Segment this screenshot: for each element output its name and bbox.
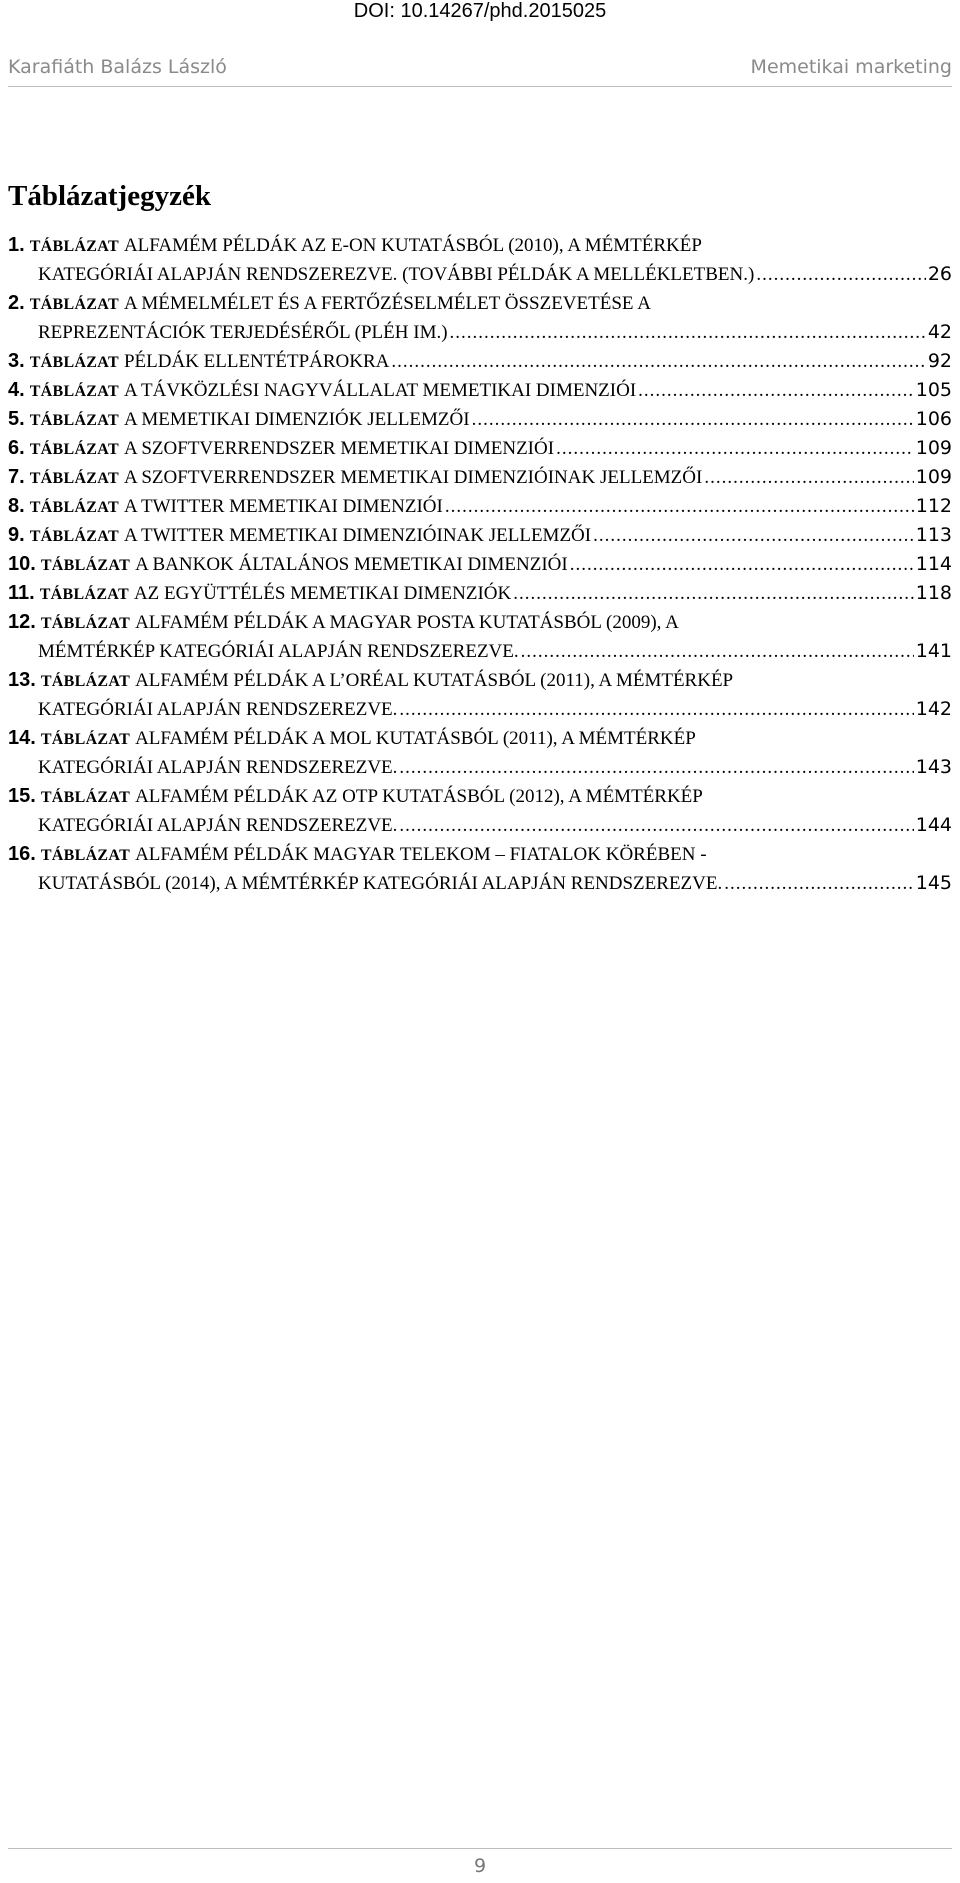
- toc-entry-line: [8, 611, 952, 640]
- dot-leader: [399, 815, 913, 837]
- toc-entry-line: [8, 466, 952, 495]
- toc-entry-line: [8, 814, 952, 843]
- toc-entry[interactable]: [8, 437, 952, 466]
- entry-number: 8.: [8, 495, 25, 517]
- entry-text: ALFAMÉM PÉLDÁK A MAGYAR POSTA KUTATÁSBÓL (2009), A: [135, 612, 679, 633]
- entry-text: A TÁVKÖZLÉSI NAGYVÁLLALAT MEMETIKAI DIMENZIÓI: [123, 380, 637, 401]
- entry-text: A MEMETIKAI DIMENZIÓK JELLEMZŐI: [123, 409, 470, 430]
- toc-entry[interactable]: [8, 582, 952, 611]
- toc-entry[interactable]: [8, 495, 952, 524]
- doi-text: DOI: 10.14267/phd.2015025: [353, 0, 607, 22]
- header-author: Karafiáth Balázs László: [8, 56, 227, 78]
- entry-text: PÉLDÁK ELLENTÉTPÁROKRA: [123, 351, 390, 372]
- dot-leader: [556, 438, 914, 460]
- dot-leader: [513, 583, 913, 605]
- entry-text: A TWITTER MEMETIKAI DIMENZIÓINAK JELLEMZŐI: [123, 525, 592, 546]
- entry-label: TÁBLÁZAT: [29, 528, 119, 545]
- entry-text: ALFAMÉM PÉLDÁK AZ E-ON KUTATÁSBÓL (2010), A MÉMTÉRKÉP: [123, 235, 702, 256]
- dot-leader: [570, 554, 914, 576]
- toc-entry[interactable]: [8, 292, 952, 350]
- entry-number: 15.: [8, 785, 36, 807]
- entry-text: AZ EGYÜTTÉLÉS MEMETIKAI DIMENZIÓK: [133, 583, 512, 604]
- toc-entry[interactable]: [8, 611, 952, 669]
- entry-label: TÁBLÁZAT: [29, 470, 119, 487]
- dot-leader: [521, 641, 914, 663]
- dot-leader: [399, 757, 913, 779]
- entry-page: 144: [915, 814, 952, 836]
- toc-entry-line: [8, 408, 952, 437]
- toc-entry-line: [8, 379, 952, 408]
- entry-page: 92: [927, 350, 952, 372]
- toc-entry[interactable]: [8, 350, 952, 379]
- footer-divider: [8, 1848, 952, 1849]
- entry-page: 118: [915, 582, 952, 604]
- entry-text: ALFAMÉM PÉLDÁK A MOL KUTATÁSBÓL (2011), A MÉMTÉRKÉP: [135, 728, 696, 749]
- entry-page: 105: [915, 379, 952, 401]
- toc-entry-line: [8, 698, 952, 727]
- toc-entry-line: [8, 582, 952, 611]
- entry-number: 13.: [8, 669, 36, 691]
- entry-text: KATEGÓRIÁI ALAPJÁN RENDSZEREZVE. (TOVÁBBI PÉLDÁK A MELLÉKLETBEN.): [38, 264, 755, 285]
- header-title: Memetikai marketing: [750, 56, 952, 78]
- entry-page: 141: [915, 640, 952, 662]
- toc-entry-line: [8, 350, 952, 379]
- entry-text: KUTATÁSBÓL (2014), A MÉMTÉRKÉP KATEGÓRIÁI ALAPJÁN RENDSZEREZVE.: [38, 873, 723, 894]
- entry-text: KATEGÓRIÁI ALAPJÁN RENDSZEREZVE.: [38, 757, 398, 778]
- entry-page: 145: [915, 872, 952, 894]
- dot-leader: [450, 322, 926, 344]
- entry-label: TÁBLÁZAT: [39, 586, 129, 603]
- entry-label: TÁBLÁZAT: [40, 731, 131, 748]
- toc-entry[interactable]: [8, 727, 952, 785]
- entry-text: MÉMTÉRKÉP KATEGÓRIÁI ALAPJÁN RENDSZEREZVE.: [38, 641, 519, 662]
- entry-number: 11.: [8, 582, 35, 604]
- toc-entry-line: [8, 727, 952, 756]
- toc-entry-line: [8, 263, 952, 292]
- dot-leader: [724, 873, 914, 895]
- entry-number: 6.: [8, 437, 25, 459]
- toc-entry[interactable]: [8, 843, 952, 901]
- entry-page: 109: [915, 466, 952, 488]
- entry-label: TÁBLÁZAT: [29, 383, 119, 400]
- toc-entry-line: [8, 234, 952, 263]
- toc-entry-line: [8, 872, 952, 901]
- toc-entry[interactable]: [8, 234, 952, 292]
- toc-entry-line: [8, 321, 952, 350]
- entry-label: TÁBLÁZAT: [29, 499, 119, 516]
- toc-entry-line: [8, 524, 952, 553]
- dot-leader: [704, 467, 913, 489]
- entry-page: 42: [927, 321, 952, 343]
- toc-entry-line: [8, 843, 952, 872]
- entry-label: TÁBLÁZAT: [40, 557, 131, 574]
- entry-page: 106: [915, 408, 952, 430]
- toc-entry-line: [8, 640, 952, 669]
- entry-label: TÁBLÁZAT: [40, 847, 131, 864]
- toc-entry[interactable]: [8, 379, 952, 408]
- dot-leader: [445, 496, 914, 518]
- entry-text: REPREZENTÁCIÓK TERJEDÉSÉRŐL (PLÉH IM.): [38, 322, 448, 343]
- toc-entry-line: [8, 669, 952, 698]
- entry-text: KATEGÓRIÁI ALAPJÁN RENDSZEREZVE.: [38, 815, 398, 836]
- entry-label: TÁBLÁZAT: [29, 354, 119, 371]
- entry-text: A BANKOK ÁLTALÁNOS MEMETIKAI DIMENZIÓI: [135, 554, 568, 575]
- entry-number: 3.: [8, 350, 25, 372]
- toc-entry[interactable]: [8, 785, 952, 843]
- page-number: 9: [473, 1855, 487, 1877]
- entry-page: 114: [915, 553, 952, 575]
- entry-number: 4.: [8, 379, 25, 401]
- entry-text: A MÉMELMÉLET ÉS A FERTŐZÉSELMÉLET ÖSSZEVETÉSE A: [123, 293, 651, 314]
- toc-entry[interactable]: [8, 408, 952, 437]
- entry-text: ALFAMÉM PÉLDÁK MAGYAR TELEKOM – FIATALOK KÖRÉBEN -: [135, 844, 707, 865]
- entry-page: 113: [915, 524, 952, 546]
- entry-number: 7.: [8, 466, 25, 488]
- entry-text: KATEGÓRIÁI ALAPJÁN RENDSZEREZVE.: [38, 699, 398, 720]
- toc-entry-line: [8, 756, 952, 785]
- entry-label: TÁBLÁZAT: [29, 412, 119, 429]
- entry-label: TÁBLÁZAT: [29, 296, 119, 313]
- entry-text: A TWITTER MEMETIKAI DIMENZIÓI: [123, 496, 443, 517]
- toc-entry-line: [8, 553, 952, 582]
- toc-entry[interactable]: [8, 669, 952, 727]
- entry-label: TÁBLÁZAT: [40, 789, 131, 806]
- entry-label: TÁBLÁZAT: [40, 673, 131, 690]
- entry-label: TÁBLÁZAT: [29, 441, 119, 458]
- page-title: Táblázatjegyzék: [8, 180, 211, 212]
- entry-page: 143: [915, 756, 952, 778]
- dot-leader: [593, 525, 914, 547]
- entry-page: 109: [915, 437, 952, 459]
- toc-entry-line: [8, 785, 952, 814]
- entry-page: 142: [915, 698, 952, 720]
- entry-label: TÁBLÁZAT: [40, 615, 131, 632]
- entry-text: ALFAMÉM PÉLDÁK A L’ORÉAL KUTATÁSBÓL (2011), A MÉMTÉRKÉP: [135, 670, 734, 691]
- entry-number: 2.: [8, 292, 25, 314]
- entry-number: 12.: [8, 611, 36, 633]
- toc-entry-line: [8, 495, 952, 524]
- entry-number: 14.: [8, 727, 36, 749]
- running-header: [8, 56, 952, 87]
- entry-number: 10.: [8, 553, 36, 575]
- toc-entry-line: [8, 292, 952, 321]
- toc-entry[interactable]: [8, 524, 952, 553]
- entry-page: 26: [927, 263, 952, 285]
- entry-text: A SZOFTVERRENDSZER MEMETIKAI DIMENZIÓI: [123, 438, 555, 459]
- toc-entry-line: [8, 437, 952, 466]
- toc-entry[interactable]: [8, 553, 952, 582]
- dot-leader: [391, 351, 925, 373]
- dot-leader: [756, 264, 925, 286]
- dot-leader: [638, 380, 914, 402]
- toc-entry[interactable]: [8, 466, 952, 495]
- table-list: [8, 234, 952, 901]
- entry-number: 5.: [8, 408, 25, 430]
- dot-leader: [472, 409, 914, 431]
- entry-text: ALFAMÉM PÉLDÁK AZ OTP KUTATÁSBÓL (2012), A MÉMTÉRKÉP: [135, 786, 703, 807]
- entry-label: TÁBLÁZAT: [29, 238, 119, 255]
- entry-number: 1.: [8, 234, 25, 256]
- entry-text: A SZOFTVERRENDSZER MEMETIKAI DIMENZIÓINAK JELLEMZŐI: [123, 467, 703, 488]
- entry-number: 9.: [8, 524, 25, 546]
- entry-number: 16.: [8, 843, 36, 865]
- entry-page: 112: [915, 495, 952, 517]
- dot-leader: [399, 699, 913, 721]
